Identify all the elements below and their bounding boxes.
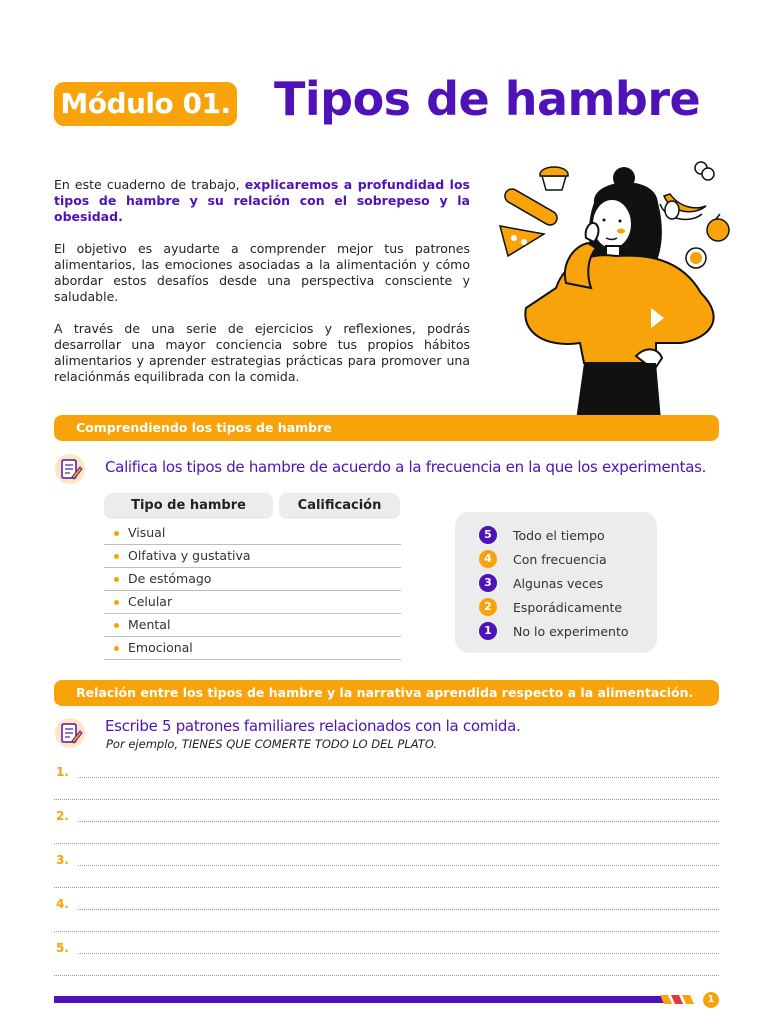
dotted-line xyxy=(54,799,719,800)
bullet-icon xyxy=(114,531,119,536)
answer-lines xyxy=(54,763,719,983)
answer-line[interactable] xyxy=(54,895,719,939)
woman-thinking-food-illustration xyxy=(496,158,736,420)
line-number: 4. xyxy=(56,897,69,911)
legend-item xyxy=(479,619,657,643)
row-label: Mental xyxy=(128,617,171,632)
table-row[interactable] xyxy=(104,637,401,660)
intro-paragraph-2: El objetivo es ayudarte a comprender mejor tus patrones alimentarios, las emociones asociadas a la alimentación y cómo abordar estos desafíos desde una perspectiva consciente y saludable. xyxy=(54,241,470,304)
intro-text xyxy=(54,177,470,401)
intro-paragraph-3: A través de una serie de ejercicios y reflexiones, podrás desarrollar una mayor conciencia sobre tus propios hábitos alimentarios y aprender estrategias prácticas para promover una relaciónmás equilibrada con la comida. xyxy=(54,321,470,384)
row-label: De estómago xyxy=(128,571,212,586)
footer-bar xyxy=(54,996,664,1003)
section-bar-2: Relación entre los tipos de hambre y la narrativa aprendida respecto a la alimentación. xyxy=(54,680,719,706)
bullet-icon xyxy=(114,623,119,628)
answer-line[interactable] xyxy=(54,939,719,983)
bullet-icon xyxy=(114,554,119,559)
dotted-line xyxy=(78,865,719,866)
intro-text-plain: En este cuaderno de trabajo, xyxy=(54,177,245,192)
row-label: Olfativa y gustativa xyxy=(128,548,251,563)
dotted-line xyxy=(78,953,719,954)
intro-highlight: explicaremos a profundidad los tipos de hambre y su relación con el sobrepeso y la obesidad. xyxy=(54,177,470,224)
line-number: 3. xyxy=(56,853,69,867)
row-label: Emocional xyxy=(128,640,193,655)
bullet-icon xyxy=(114,600,119,605)
legend-label: Todo el tiempo xyxy=(513,527,605,543)
legend-number: 5 xyxy=(479,526,497,544)
legend-item xyxy=(479,595,657,619)
dotted-line xyxy=(78,777,719,778)
row-label: Visual xyxy=(128,525,166,540)
dotted-line xyxy=(54,843,719,844)
answer-line[interactable] xyxy=(54,807,719,851)
dotted-line xyxy=(78,909,719,910)
line-number: 2. xyxy=(56,809,69,823)
table-row[interactable] xyxy=(104,568,401,591)
dotted-line xyxy=(78,821,719,822)
page-title: Tipos de hambre xyxy=(274,72,701,126)
legend-number: 2 xyxy=(479,598,497,616)
answer-line[interactable] xyxy=(54,851,719,895)
table-header-calificacion: Calificación xyxy=(279,493,400,519)
footer-stripes xyxy=(660,995,696,1004)
legend-item xyxy=(479,547,657,571)
line-number: 1. xyxy=(56,765,69,779)
table-row[interactable] xyxy=(104,545,401,568)
table-row[interactable] xyxy=(104,614,401,637)
table-header-tipo: Tipo de hambre xyxy=(104,493,273,519)
intro-paragraph-1 xyxy=(54,177,470,225)
legend-label: Con frecuencia xyxy=(513,551,607,567)
notepad-pencil-icon xyxy=(54,717,86,749)
legend-number: 4 xyxy=(479,550,497,568)
notepad-pencil-icon xyxy=(54,453,86,485)
section-bar-1: Comprendiendo los tipos de hambre xyxy=(54,415,719,441)
answer-line[interactable] xyxy=(54,763,719,807)
legend-label: No lo experimento xyxy=(513,623,629,639)
legend-item xyxy=(479,571,657,595)
dotted-line xyxy=(54,975,719,976)
table-row[interactable] xyxy=(104,522,401,545)
rating-legend xyxy=(455,512,657,653)
legend-number: 3 xyxy=(479,574,497,592)
row-label: Celular xyxy=(128,594,173,609)
dotted-line xyxy=(54,931,719,932)
hunger-types-list xyxy=(104,522,401,660)
legend-label: Algunas veces xyxy=(513,575,604,591)
page-number: 1 xyxy=(703,992,719,1008)
instruction-2: Escribe 5 patrones familiares relacionados con la comida. xyxy=(105,717,521,735)
table-row[interactable] xyxy=(104,591,401,614)
dotted-line xyxy=(54,887,719,888)
legend-item xyxy=(479,523,657,547)
bullet-icon xyxy=(114,577,119,582)
bullet-icon xyxy=(114,646,119,651)
example-text: Por ejemplo, TIENES QUE COMERTE TODO LO DEL PLATO. xyxy=(106,737,438,751)
line-number: 5. xyxy=(56,941,69,955)
module-badge: Módulo 01. xyxy=(54,82,237,126)
legend-number: 1 xyxy=(479,622,497,640)
legend-label: Esporádicamente xyxy=(513,599,623,615)
instruction-1: Califica los tipos de hambre de acuerdo a la frecuencia en la que los experimentas. xyxy=(105,458,707,476)
